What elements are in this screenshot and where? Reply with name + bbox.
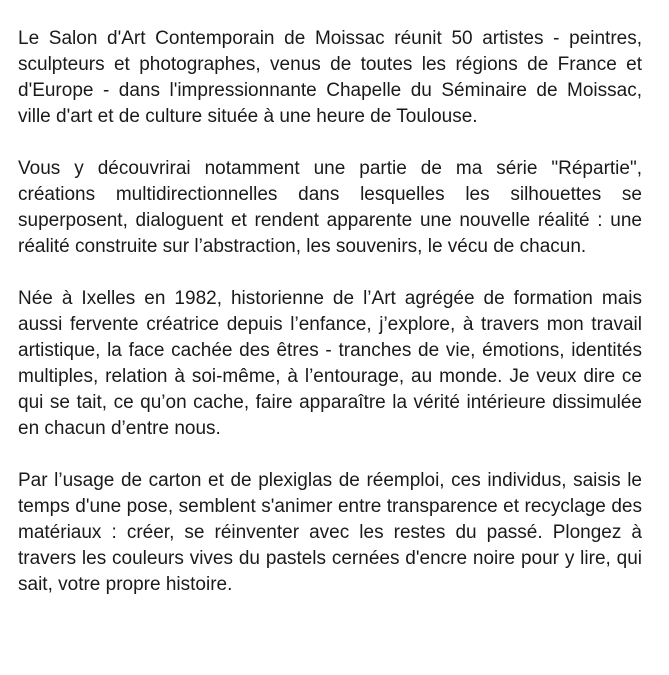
document-body <box>18 26 642 598</box>
paragraph-materials: Par l’usage de carton et de plexiglas de réemploi, ces individus, saisis le temps d'une pose, semblent s'animer entre transparence et recyclage des matériaux : créer, se réinventer avec les restes du passé. Plongez à travers les couleurs vives du pastels cernées d'encre noire pour y lire, qui sait, votre propre histoire. <box>18 470 642 595</box>
paragraph-artist-bio: Née à Ixelles en 1982, historienne de l’Art agrégée de formation mais aussi fervente créatrice depuis l’enfance, j’explore, à travers mon travail artistique, la face cachée des êtres - tranches de vie, émotions, identités multiples, relation à soi-même, à l’entourage, au monde. Je veux dire ce qui se tait, ce qu’on cache, faire apparaître la vérité intérieure dissimulée en chacun d’entre nous. <box>18 288 642 439</box>
paragraph-salon-intro: Le Salon d'Art Contemporain de Moissac réunit 50 artistes - peintres, sculpteurs et photographes, venus de toutes les régions de France et d'Europe - dans l'impressionnante Chapelle du Séminaire de Moissac, ville d'art et de culture située à une heure de Toulouse. <box>18 28 642 127</box>
paragraph-serie-repartie: Vous y découvrirai notamment une partie de ma série "Répartie", créations multidirectionnelles dans lesquelles les silhouettes se superposent, dialoguent et rendent apparente une nouvelle réalité : une réalité construite sur l’abstraction, les souvenirs, le vécu de chacun. <box>18 158 642 257</box>
